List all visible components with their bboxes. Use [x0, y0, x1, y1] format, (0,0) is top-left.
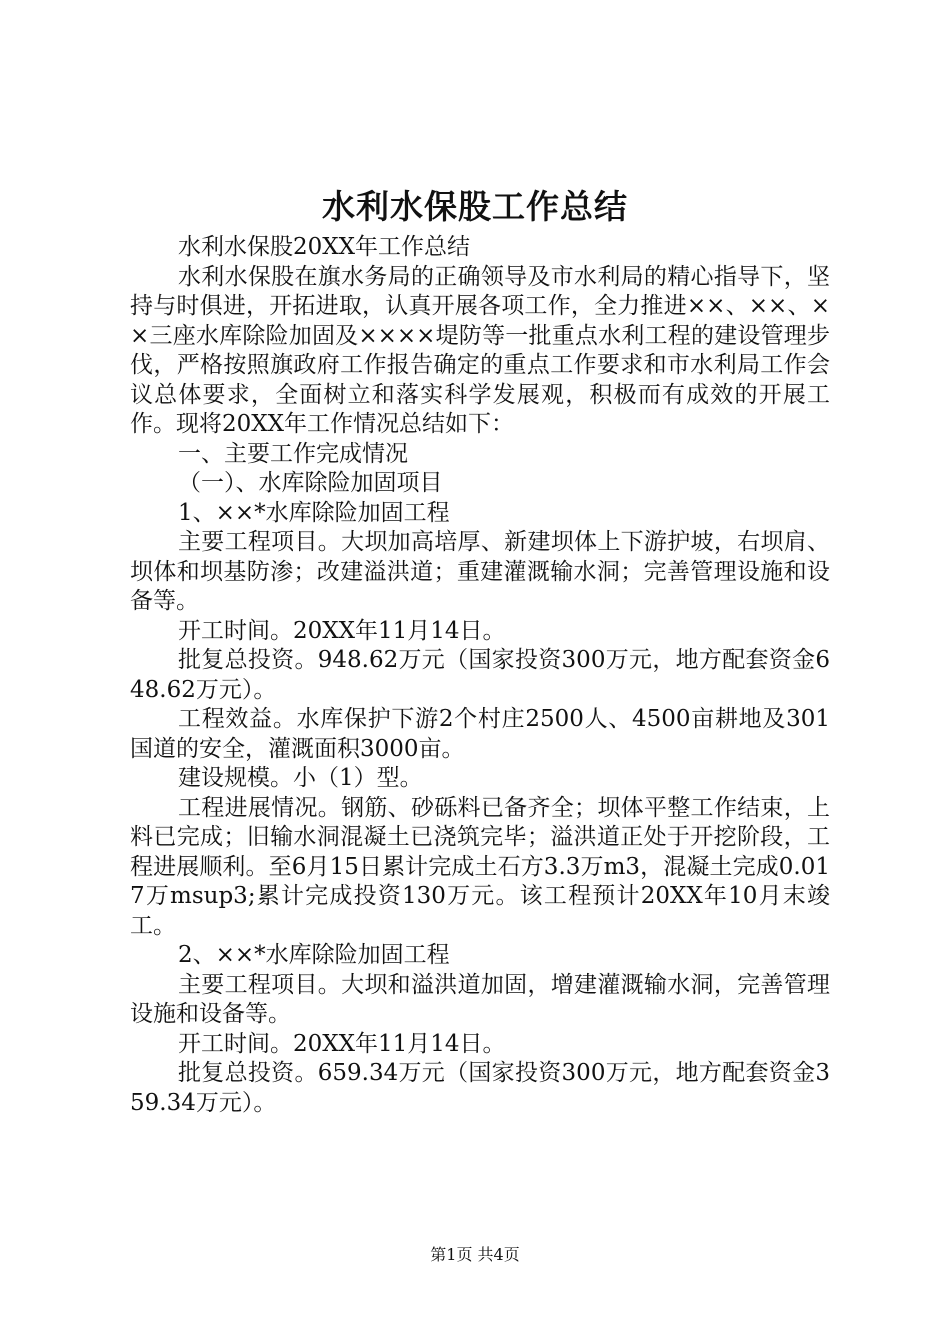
item-heading-project-1: 1、××*水库除险加固工程: [178, 499, 450, 526]
paragraph-subtitle: 水利水保股20XX年工作总结: [178, 234, 471, 260]
paragraph-investment-1: 批复总投资。948.62万元（国家投资300万元，地方配套资金648.62万元）。: [130, 647, 830, 703]
paragraph-intro: 水利水保股在旗水务局的正确领导及市水利局的精心指导下，坚持与时俱进，开拓进取，认真开展各项工作，全力推进××、××、××三座水库除险加固及××××堤防等一批重点水利工程的建设管理步伐，严格按照旗政府工作报告确定的重点工作要求和市水利局工作会议总体要求，全面树立和落实科学发展观，积极而有成效的开展工作。现将20XX年工作情况总结如下：: [130, 263, 830, 437]
subsection-heading-reservoir: （一）、水库除险加固项目: [178, 470, 443, 496]
page-footer: 第1页 共4页: [430, 1245, 520, 1264]
section-heading-main-work: 一、主要工作完成情况: [178, 440, 408, 467]
paragraph-start-date-2: 开工时间。20XX年11月14日。: [178, 1030, 506, 1057]
paragraph-investment-2: 批复总投资。659.34万元（国家投资300万元，地方配套资金359.34万元）。: [130, 1060, 830, 1116]
paragraph-progress-1: 工程进展情况。钢筋、砂砾料已备齐全；坝体平整工作结束，上料已完成；旧输水洞混凝土已浇筑完毕；溢洪道正处于开挖阶段，工程进展顺利。至6月15日累计完成土石方3.3万m3，混凝土完成0.017万msup3;累计完成投资130万元。该工程预计20XX年10月末竣工。: [130, 794, 830, 939]
document-title: 水利水保股工作总结: [322, 187, 628, 226]
item-heading-project-2: 2、××*水库除险加固工程: [178, 942, 450, 968]
paragraph-main-items-2: 主要工程项目。大坝和溢洪道加固，增建灌溉输水洞，完善管理设施和设备等。: [130, 971, 830, 1027]
paragraph-benefit-1: 工程效益。水库保护下游2个村庄2500人、4500亩耕地及301国道的安全，灌溉面积3000亩。: [130, 706, 830, 762]
paragraph-main-items-1: 主要工程项目。大坝加高培厚、新建坝体上下游护坡，右坝肩、坝体和坝基防渗；改建溢洪道；重建灌溉输水洞；完善管理设施和设备等。: [130, 529, 830, 614]
paragraph-scale-1: 建设规模。小（1）型。: [178, 765, 423, 791]
document-body: [130, 233, 830, 1118]
paragraph-start-date-1: 开工时间。20XX年11月14日。: [178, 617, 506, 644]
